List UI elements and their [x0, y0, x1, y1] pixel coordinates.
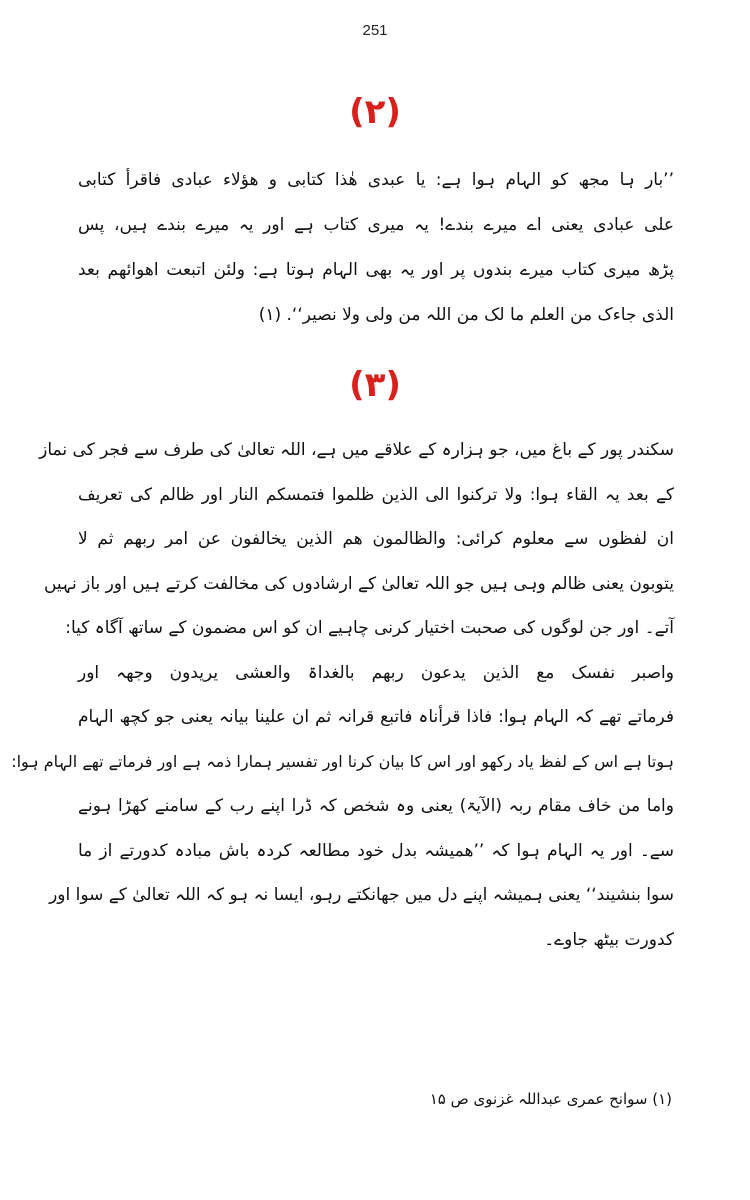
text-line: ان لفظوں سے معلوم کرائی: والظالمون ھم الذین یخالفون عن امر ربھم ثم لا — [78, 529, 674, 549]
text-line: یتوبون یعنی ظالم وہی ہیں جو اللہ تعالیٰ کے ارشادوں کی مخالفت کرتے ہیں اور باز نہیں — [43, 573, 674, 594]
text-line: علی عبادی یعنی اے میرے بندے! یہ میری کتاب ہے اور یہ میرے بندے ہیں، پس — [78, 215, 674, 235]
text-line: سے۔ اور یہ الہام ہوا کہ ’’ھمیشہ بدل خود مطالعہ کردہ باش مبادہ کدورتے از ما — [78, 840, 674, 861]
text-line: واما من خاف مقام ربہ (الآیۃ) یعنی وہ شخص کہ ڈرا اپنے رب کے سامنے کھڑا ہونے — [78, 796, 674, 816]
footnote: (۱) سوانح عمری عبداللہ غزنوی ص ۱۵ — [429, 1090, 672, 1108]
text-line: واصبر نفسک مع الذین یدعون ربھم بالغداۃ والعشی یریدون وجھہ اور — [78, 662, 674, 683]
text-line: آتے۔ اور جن لوگوں کی صحبت اختیار کرنی چاہیے ان کو اس مضمون کے ساتھ آگاہ کیا: — [65, 618, 674, 638]
paragraph-section-2 — [78, 158, 674, 338]
paragraph-section-3 — [11, 428, 674, 962]
text-line: پڑھ میری کتاب میرے بندوں پر اور یہ بھی الہام ہوتا ہے: ولئن اتبعت اھوائھم بعد — [78, 260, 674, 280]
section-heading-3: (۳) — [349, 365, 401, 405]
text-line: سکندر پور کے باغ میں، جو ہزارہ کے علاقے میں ہے، اللہ تعالیٰ کی طرف سے فجر کی نماز — [39, 440, 674, 460]
text-line: فرماتے تھے کہ الہام ہوا: فاذا قرأناہ فاتبع قرانہ ثم ان علینا بیانہ یعنی جو کچھ الہام — [78, 707, 674, 727]
text-line: ہوتا ہے اس کے لفظ یاد رکھو اور اس کا بیان کرنا اور تفسیر ہمارا ذمہ ہے اور فرماتے تھے الہام ہوا: — [11, 751, 674, 771]
text-line: کے بعد یہ القاء ہوا: ولا ترکنوا الی الذین ظلموا فتمسکم النار اور ظالم کی تعریف — [78, 484, 674, 505]
section-heading-2: (۲) — [349, 92, 401, 132]
text-line: الذی جاءک من العلم ما لک من اللہ من ولی ولا نصیر‘‘. (۱) — [258, 305, 674, 325]
page-number: 251 — [362, 22, 388, 39]
text-line: کدورت بیٹھ جاوے۔ — [544, 929, 674, 950]
text-line: سوا بنشیند‘‘ یعنی ہمیشہ اپنے دل میں جھانکتے رہو، ایسا نہ ہو کہ اللہ تعالیٰ کے سوا اور — [49, 885, 674, 905]
text-line: ’’بار ہا مجھ کو الہام ہوا ہے: یا عبدی ھٰذا کتابی و ھؤلاء عبادی فاقرأ کتابی — [78, 170, 674, 190]
